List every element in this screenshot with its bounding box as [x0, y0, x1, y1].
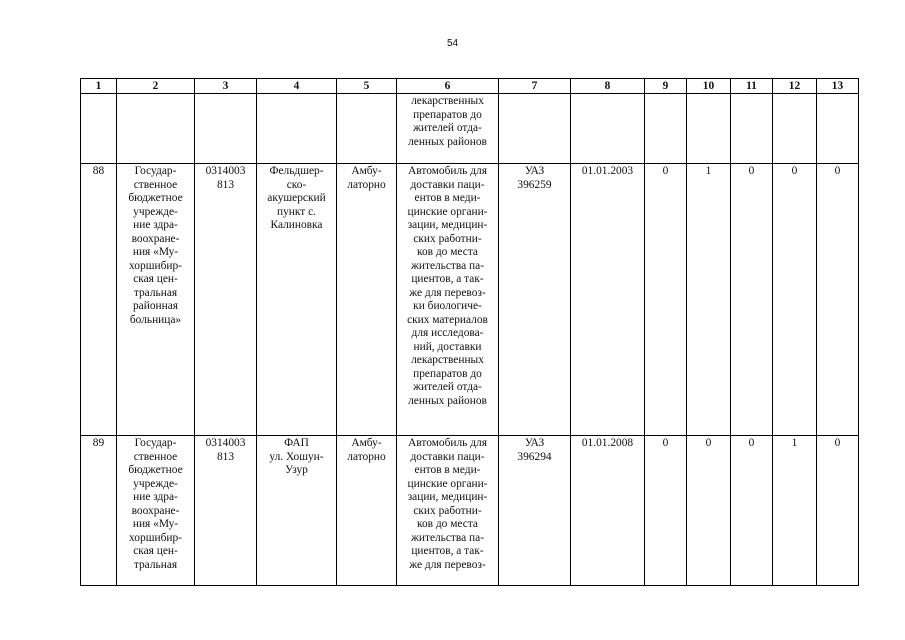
cell-text-line: жителей отда- — [413, 381, 482, 393]
cell-vehicle-purpose — [397, 164, 499, 436]
column-header-11: 11 — [731, 79, 773, 94]
cell-text-line: УАЗ — [524, 165, 545, 177]
page-number: 54 — [446, 38, 459, 49]
cell-text-line: цинские органи- — [407, 477, 488, 490]
cell-vehicle-purpose — [397, 436, 499, 586]
cell-institution — [117, 436, 195, 586]
cell-text-line: 01.01.2003 — [581, 165, 634, 177]
cell-text-line: 0314003 — [205, 165, 246, 177]
cell-row-number — [81, 436, 117, 586]
cell-col-9 — [645, 94, 687, 164]
cell-text-line: препаратов до — [413, 108, 482, 121]
column-header-2: 2 — [117, 79, 195, 94]
cell-text-line: ний, доставки — [413, 340, 482, 353]
cell-text-line: ленных районов — [408, 135, 487, 148]
cell-col-9 — [645, 164, 687, 436]
cell-date — [571, 436, 645, 586]
register-table — [80, 78, 859, 586]
cell-text-line: районная — [132, 300, 179, 312]
cell-text-line: 0 — [834, 165, 841, 177]
cell-text-line: лекарственных — [411, 95, 484, 107]
cell-text-line: ФАП — [284, 437, 309, 449]
cell-text-line: ентов в меди- — [414, 464, 481, 476]
cell-vehicle-purpose — [397, 94, 499, 164]
cell-col-10 — [687, 164, 731, 436]
cell-vehicle-model — [499, 164, 571, 436]
cell-text-line: ния «Му- — [132, 246, 179, 258]
cell-text-line: зации, медицин- — [407, 491, 488, 503]
cell-text-line: циентов, а так- — [411, 273, 484, 285]
cell-text-line: жительства па- — [411, 259, 484, 272]
cell-text-line: 0314003 — [205, 437, 246, 449]
column-header-10: 10 — [687, 79, 731, 94]
cell-text-line: воохране- — [131, 232, 180, 245]
cell-text-line: тральная — [133, 558, 178, 571]
cell-facility — [257, 436, 337, 586]
cell-text-line: же для перевоз- — [409, 286, 486, 299]
cell-vehicle-model — [499, 436, 571, 586]
cell-institution — [117, 94, 195, 164]
column-header-6: 6 — [397, 79, 499, 94]
cell-text-line: лекарственных — [411, 354, 484, 366]
cell-text-line: пункт с. — [277, 205, 316, 218]
cell-col-12 — [773, 436, 817, 586]
cell-text-line: Узур — [285, 464, 308, 476]
cell-col-13 — [817, 94, 859, 164]
cell-institution — [117, 164, 195, 436]
cell-code — [195, 94, 257, 164]
column-header-5: 5 — [337, 79, 397, 94]
cell-text-line: учрежде- — [133, 477, 178, 490]
cell-text-line: ственное — [133, 178, 178, 191]
cell-care-type — [337, 164, 397, 436]
cell-text-line: ская цен- — [133, 273, 178, 285]
column-header-4: 4 — [257, 79, 337, 94]
cell-text-line: 01.01.2008 — [581, 437, 634, 449]
cell-text-line: ки биологиче- — [413, 300, 482, 312]
cell-col-11 — [731, 164, 773, 436]
cell-text-line: ских работни- — [413, 504, 482, 517]
cell-text-line: 0 — [662, 165, 669, 177]
cell-facility — [257, 164, 337, 436]
cell-text-line: Государ- — [134, 437, 177, 449]
cell-text-line: ентов в меди- — [414, 192, 481, 204]
cell-text-line: хоршибир- — [129, 531, 182, 544]
cell-text-line: жителей отда- — [413, 122, 482, 134]
cell-date — [571, 164, 645, 436]
column-header-8: 8 — [571, 79, 645, 94]
cell-text-line: Автомобиль для — [408, 165, 487, 177]
cell-text-line: ние здра- — [133, 219, 178, 231]
cell-text-line: Калиновка — [270, 219, 323, 231]
cell-text-line: Фельдшер- — [269, 165, 324, 177]
cell-text-line: 0 — [791, 165, 798, 177]
cell-row-number — [81, 94, 117, 164]
cell-code — [195, 436, 257, 586]
cell-col-12 — [773, 94, 817, 164]
cell-text-line: ул. Хошун- — [269, 450, 324, 463]
cell-text-line: 396259 — [517, 178, 552, 191]
cell-text-line: Амбу- — [351, 165, 382, 177]
cell-text-line: латорно — [347, 178, 386, 191]
cell-text-line: же для перевоз- — [409, 558, 486, 571]
column-header-13: 13 — [817, 79, 859, 94]
header-row — [81, 79, 859, 94]
column-header-9: 9 — [645, 79, 687, 94]
table-row — [81, 94, 859, 164]
cell-col-10 — [687, 94, 731, 164]
cell-vehicle-model — [499, 94, 571, 164]
cell-text-line: 0 — [748, 165, 755, 177]
cell-text-line: ских работни- — [413, 232, 482, 245]
cell-text-line: хоршибир- — [129, 259, 182, 272]
column-header-7: 7 — [499, 79, 571, 94]
cell-col-11 — [731, 94, 773, 164]
cell-text-line: ско- — [286, 178, 307, 191]
cell-col-11 — [731, 436, 773, 586]
cell-text-line: бюджетное — [128, 464, 183, 476]
cell-text-line: 813 — [216, 450, 235, 463]
table-row — [81, 164, 859, 436]
cell-text-line: 813 — [216, 178, 235, 191]
cell-date — [571, 94, 645, 164]
cell-care-type — [337, 94, 397, 164]
cell-text-line: учрежде- — [133, 205, 178, 218]
cell-row-number — [81, 164, 117, 436]
cell-text-line: 1 — [791, 437, 798, 449]
cell-text-line: бюджетное — [128, 192, 183, 204]
cell-col-10 — [687, 436, 731, 586]
cell-text-line: доставки паци- — [410, 178, 485, 191]
cell-text-line: ленных районов — [408, 394, 487, 407]
cell-text-line: УАЗ — [524, 437, 545, 449]
cell-text-line: ния «Му- — [132, 518, 179, 530]
cell-text-line: воохране- — [131, 504, 180, 517]
cell-text-line: латорно — [347, 450, 386, 463]
cell-text-line: зации, медицин- — [407, 219, 488, 231]
cell-text-line: 0 — [834, 437, 841, 449]
cell-text-line: ние здра- — [133, 491, 178, 503]
cell-text-line: для исследова- — [411, 327, 484, 339]
cell-text-line: тральная — [133, 286, 178, 299]
cell-code — [195, 164, 257, 436]
cell-text-line: препаратов до — [413, 367, 482, 380]
cell-text-line: Амбу- — [351, 437, 382, 449]
cell-care-type — [337, 436, 397, 586]
cell-text-line: 1 — [705, 165, 712, 177]
cell-text-line: ских материалов — [407, 313, 488, 326]
column-header-3: 3 — [195, 79, 257, 94]
cell-text-line: ская цен- — [133, 545, 178, 557]
cell-text-line: ственное — [133, 450, 178, 463]
cell-col-12 — [773, 164, 817, 436]
cell-text-line: акушерский — [267, 192, 326, 204]
cell-text-line: Государ- — [134, 165, 177, 177]
cell-text-line: цинские органи- — [407, 205, 488, 218]
cell-text-line: больница» — [129, 313, 182, 326]
cell-text-line: 0 — [748, 437, 755, 449]
cell-text-line: Автомобиль для — [408, 437, 487, 449]
cell-facility — [257, 94, 337, 164]
cell-text-line: доставки паци- — [410, 450, 485, 463]
table-row — [81, 436, 859, 586]
cell-text-line: 89 — [92, 437, 105, 449]
cell-text-line: ков до места — [417, 518, 478, 530]
cell-text-line: 396294 — [517, 450, 552, 463]
cell-text-line: 88 — [92, 165, 105, 177]
cell-col-9 — [645, 436, 687, 586]
cell-text-line: циентов, а так- — [411, 545, 484, 557]
column-header-1: 1 — [81, 79, 117, 94]
cell-text-line: 0 — [662, 437, 669, 449]
cell-text-line: 0 — [705, 437, 712, 449]
cell-col-13 — [817, 164, 859, 436]
cell-text-line: ков до места — [417, 246, 478, 258]
cell-text-line: жительства па- — [411, 531, 484, 544]
cell-col-13 — [817, 436, 859, 586]
column-header-12: 12 — [773, 79, 817, 94]
